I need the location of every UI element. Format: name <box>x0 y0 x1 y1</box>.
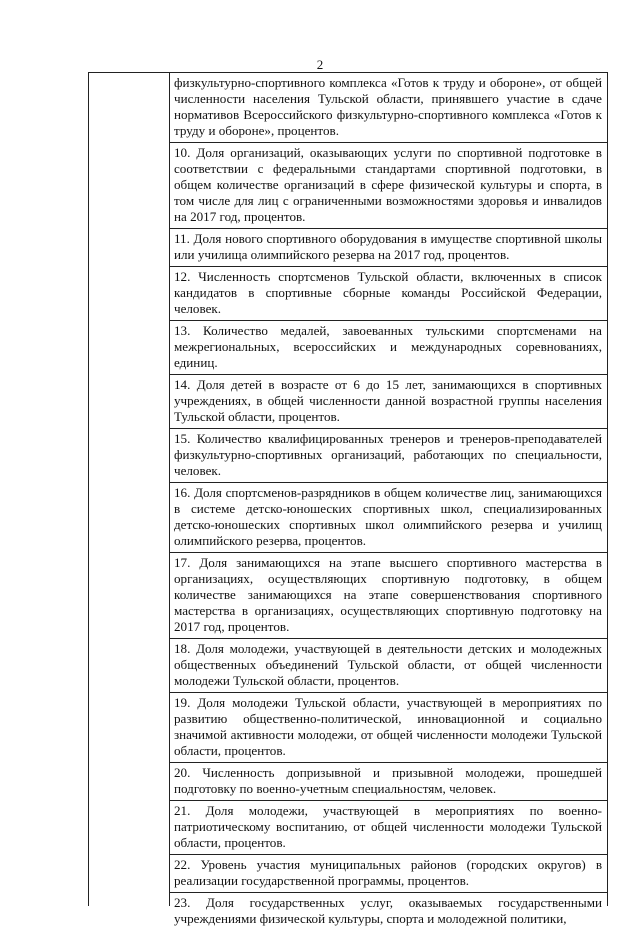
indicator-item-16: 16. Доля спортсменов-разрядников в общем количестве лиц, занимающихся в системе детско-юношеских спортивных школ, специализированных детско-юношеских спортивных школ олимпийского резерва и училищ олимпийского резерва, процентов. <box>170 483 607 553</box>
indicator-item-14: 14. Доля детей в возрасте от 6 до 15 лет, занимающихся в спортивных учреждениях, в общей численности данной возрастной группы населения Тульской области, процентов. <box>170 375 607 429</box>
indicator-item-10: 10. Доля организаций, оказывающих услуги по спортивной подготовке в соответствии с федеральными стандартами спортивной подготовки, в общем количестве организаций в сфере физической культуры и спорта, в том числе для лиц с ограниченными возможностями здоровья и инвалидов на 2017 год, процентов. <box>170 143 607 229</box>
indicator-item-15: 15. Количество квалифицированных тренеров и тренеров-преподавателей физкультурно-спортивных организаций, работающих по специальности, человек. <box>170 429 607 483</box>
table-left-column <box>89 73 170 906</box>
indicator-item-12: 12. Численность спортсменов Тульской области, включенных в список кандидатов в спортивные сборные команды Российской Федерации, человек. <box>170 267 607 321</box>
indicator-item-11: 11. Доля нового спортивного оборудования в имуществе спортивной школы или училища олимпийского резерва на 2017 год, процентов. <box>170 229 607 267</box>
indicator-item-23: 23. Доля государственных услуг, оказываемых государственными учреждениями физической культуры, спорта и молодежной политики, <box>174 895 602 926</box>
page-number: 2 <box>316 57 324 72</box>
indicator-item-22: 22. Уровень участия муниципальных районов (городских округов) в реализации государственной программы, процентов. <box>170 855 607 893</box>
indicator-item-13: 13. Количество медалей, завоеванных тульскими спортсменами на межрегиональных, всероссийских и международных соревнованиях, единиц. <box>170 321 607 375</box>
table-right-column <box>170 73 607 926</box>
indicator-item-21: 21. Доля молодежи, участвующей в мероприятиях по военно-патриотическому воспитанию, от общей численности молодежи Тульской области, процентов. <box>170 801 607 855</box>
indicator-item-19: 19. Доля молодежи Тульской области, участвующей в мероприятиях по развитию общественно-политической, инновационной и социально значимой активности молодежи, от общей численности молодежи Тульской области, процентов. <box>170 693 607 763</box>
indicator-item-17: 17. Доля занимающихся на этапе высшего спортивного мастерства в организациях, осуществляющих спортивную подготовку, в общем количестве занимающихся на этапе совершенствования спортивного мастерства в организациях, осуществляющих спортивную подготовку на 2017 год, процентов. <box>170 553 607 639</box>
indicator-item-20: 20. Численность допризывной и призывной молодежи, прошедшей подготовку по военно-учетным специальностям, человек. <box>170 763 607 801</box>
indicator-item-9-continued: физкультурно-спортивного комплекса «Готов к труду и обороне», от общей численности населения Тульской области, принявшего участие в сдаче нормативов Всероссийского физкультурно-спортивного комплекса «Готов к труду и обороне», процентов. <box>170 73 607 143</box>
indicators-table <box>88 72 608 926</box>
indicator-item-18: 18. Доля молодежи, участвующей в деятельности детских и молодежных общественных объединений Тульской области, от общей численности молодежи Тульской области, процентов. <box>170 639 607 693</box>
